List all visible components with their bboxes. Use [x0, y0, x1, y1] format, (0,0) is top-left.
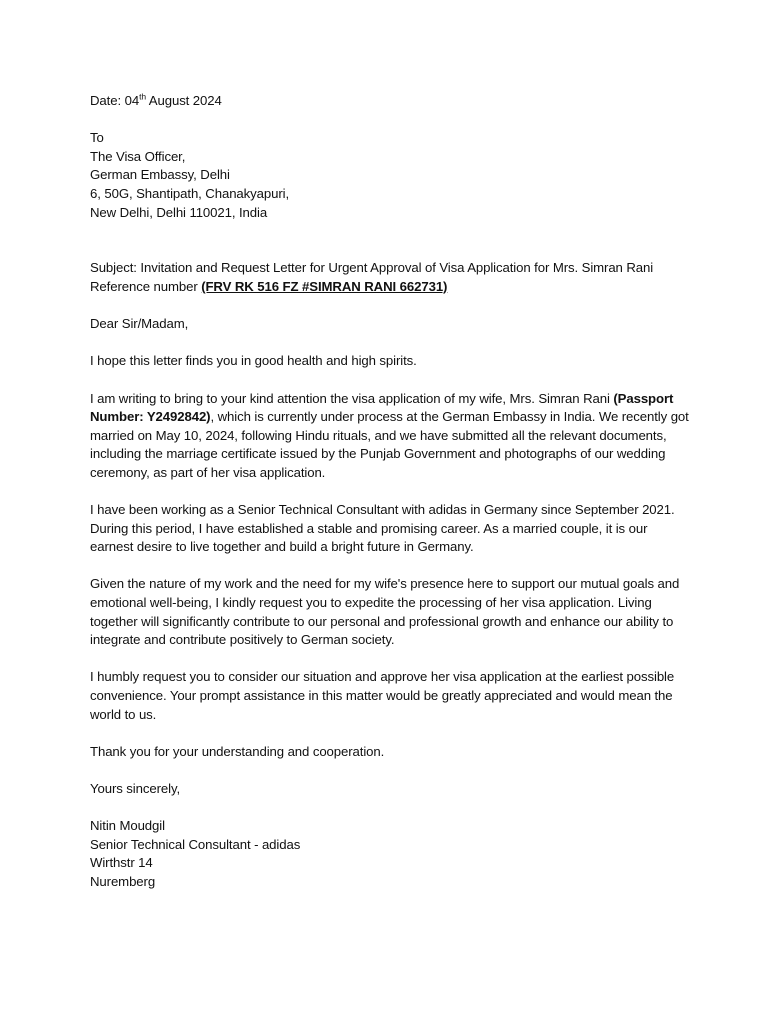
- recipient-line: German Embassy, Delhi: [90, 167, 230, 183]
- letter-date: Date: 04th August 2024: [90, 91, 222, 108]
- signer-title: Senior Technical Consultant - adidas: [90, 836, 301, 852]
- paragraph-thanks: Thank you for your understanding and cooperation.: [90, 743, 385, 759]
- recipient-to: To: [90, 130, 104, 146]
- paragraph-employment: I have been working as a Senior Technical Consultant with adidas in Germany since September 2021. During this period, I have established a stable and promising career. As a married couple, it is our earnest desire to live together and build a bright future in Germany.: [90, 502, 675, 555]
- paragraph-greeting: I hope this letter finds you in good health and high spirits.: [90, 353, 417, 369]
- recipient-line: New Delhi, Delhi 110021, India: [90, 204, 268, 220]
- reference-number: (FRV RK 516 FZ #SIMRAN RANI 662731): [201, 278, 448, 294]
- letter-body: [90, 92, 690, 892]
- paragraph-humble-request: I humbly request you to consider our situation and approve her visa application at the earliest possible convenience. Your prompt assistance in this matter would be greatly appreciated and would mean the world to us.: [90, 669, 675, 722]
- signer-street: Wirthstr 14: [90, 855, 153, 871]
- signer-city: Nuremberg: [90, 873, 156, 889]
- subject-block: [90, 259, 690, 296]
- passport-number: (Passport Number: Y2492842): [90, 390, 674, 425]
- paragraph-application: I am writing to bring to your kind attention the visa application of my wife, Mrs. Simran Rani (Passport Number: Y2492842), which is currently under process at the German Embassy in India. We recently got married on May 10, 2024, following Hindu rituals, and we have submitted all the relevant documents, including the marriage certificate issued by the Punjab Government and photographs of our wedding ceremony, as part of her visa application.: [90, 390, 689, 480]
- closing: Yours sincerely,: [90, 780, 181, 796]
- signature-block: [90, 817, 690, 891]
- recipient-line: 6, 50G, Shantipath, Chanakyapuri,: [90, 185, 290, 201]
- recipient-block: [90, 129, 690, 222]
- subject-line: Subject: Invitation and Request Letter for Urgent Approval of Visa Application for Mrs. Simran Rani: [90, 260, 654, 276]
- paragraph-request: Given the nature of my work and the need for my wife's presence here to support our mutual goals and emotional well-being, I kindly request you to expedite the processing of her visa application. Living together will significantly contribute to our personal and professional growth and enhance our ability to integrate and contribute positively to German society.: [90, 576, 680, 648]
- reference-line: Reference number (FRV RK 516 FZ #SIMRAN RANI 662731): [90, 278, 448, 294]
- salutation: Dear Sir/Madam,: [90, 316, 189, 332]
- signer-name: Nitin Moudgil: [90, 818, 165, 834]
- recipient-line: The Visa Officer,: [90, 148, 186, 164]
